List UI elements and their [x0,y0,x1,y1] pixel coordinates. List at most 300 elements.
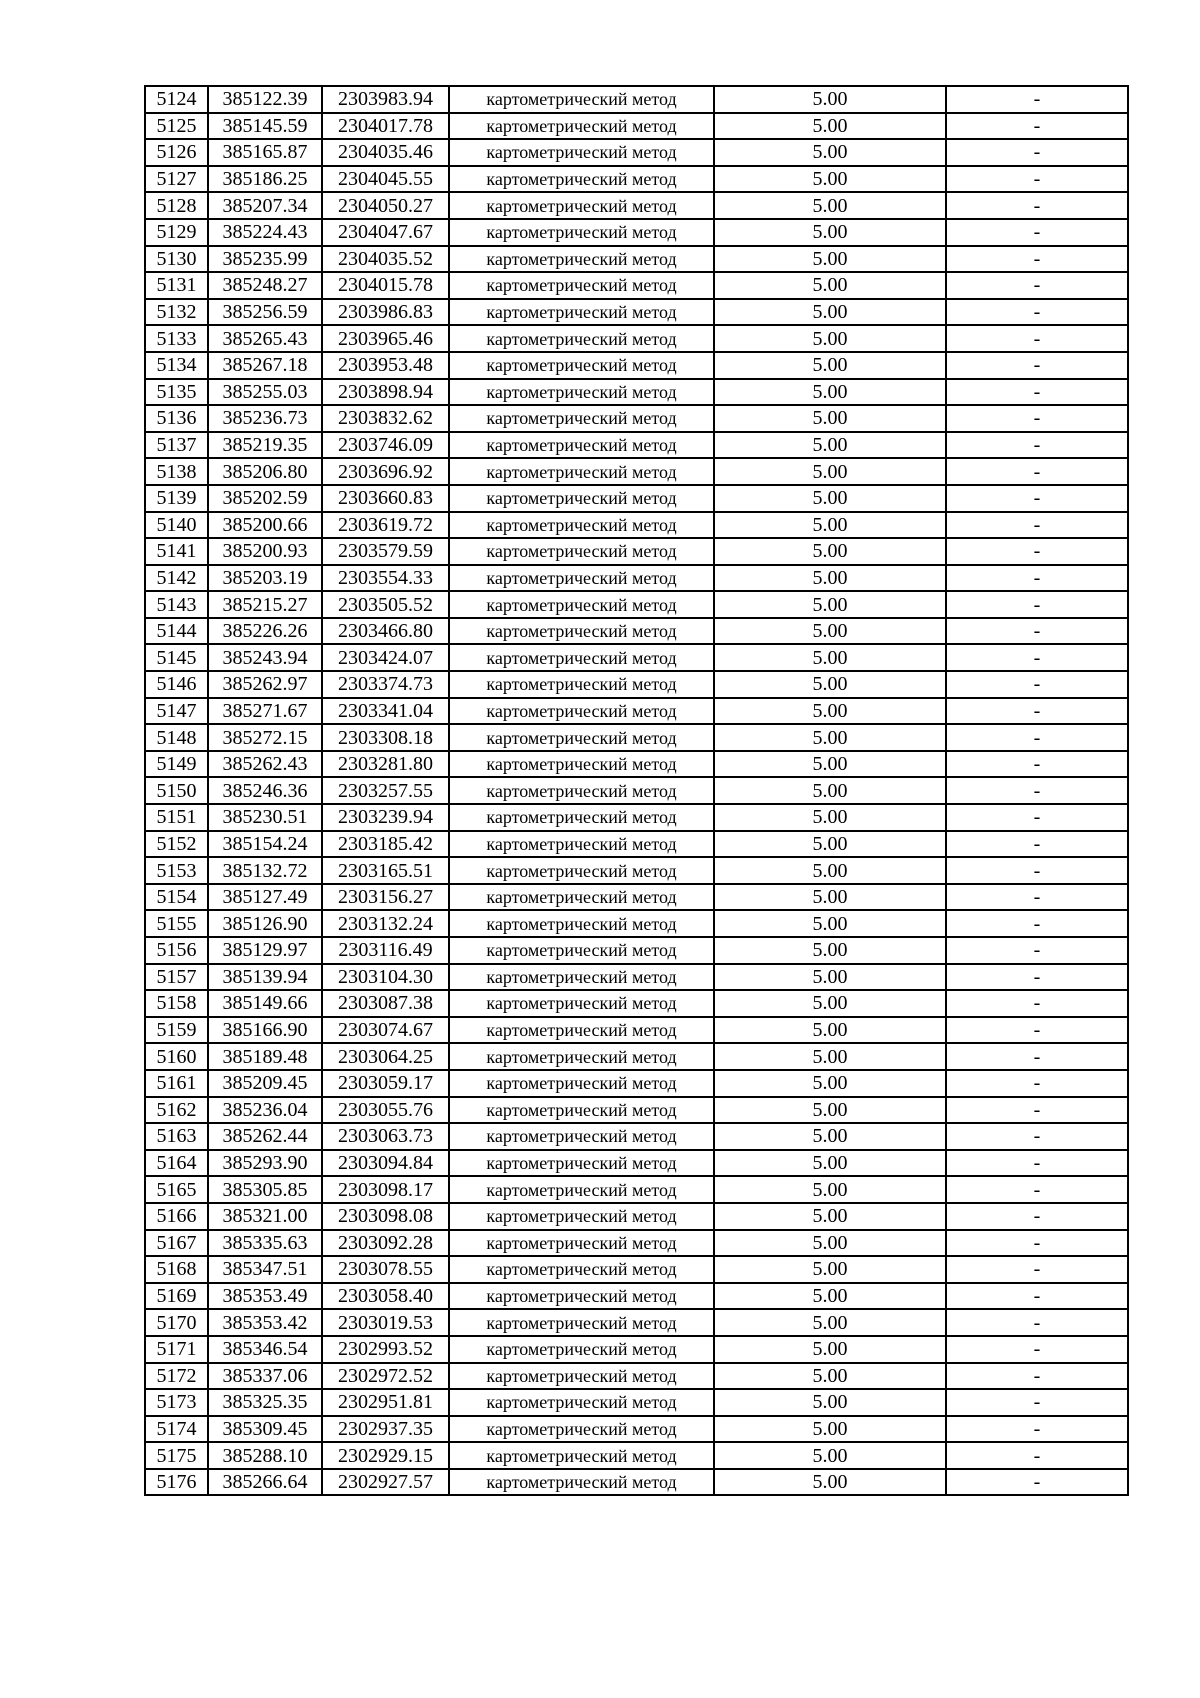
y-coordinate-cell: 2304015.78 [322,272,449,299]
table-row [145,937,1128,964]
x-coordinate-cell: 385202.59 [208,485,322,512]
point-number-cell: 5146 [145,671,208,698]
point-number-cell: 5169 [145,1283,208,1310]
accuracy-cell: 5.00 [714,1230,946,1257]
accuracy-cell: 5.00 [714,113,946,140]
method-cell: картометрический метод [449,166,714,193]
method-cell: картометрический метод [449,113,714,140]
y-coordinate-cell: 2303156.27 [322,884,449,911]
method-cell: картометрический метод [449,618,714,645]
description-cell: - [946,565,1128,592]
method-cell: картометрический метод [449,1176,714,1203]
y-coordinate-cell: 2303983.94 [322,86,449,113]
y-coordinate-cell: 2303098.08 [322,1203,449,1230]
method-cell: картометрический метод [449,857,714,884]
accuracy-cell: 5.00 [714,458,946,485]
x-coordinate-cell: 385347.51 [208,1256,322,1283]
y-coordinate-cell: 2303341.04 [322,698,449,725]
accuracy-cell: 5.00 [714,698,946,725]
table-row [145,192,1128,219]
coordinates-table-body [145,86,1128,1495]
description-cell: - [946,325,1128,352]
point-number-cell: 5172 [145,1363,208,1390]
accuracy-cell: 5.00 [714,1442,946,1469]
accuracy-cell: 5.00 [714,751,946,778]
y-coordinate-cell: 2303257.55 [322,777,449,804]
y-coordinate-cell: 2303660.83 [322,485,449,512]
method-cell: картометрический метод [449,379,714,406]
table-row [145,325,1128,352]
y-coordinate-cell: 2303074.67 [322,1017,449,1044]
x-coordinate-cell: 385122.39 [208,86,322,113]
method-cell: картометрический метод [449,671,714,698]
method-cell: картометрический метод [449,219,714,246]
method-cell: картометрический метод [449,1442,714,1469]
accuracy-cell: 5.00 [714,671,946,698]
method-cell: картометрический метод [449,538,714,565]
method-cell: картометрический метод [449,1309,714,1336]
method-cell: картометрический метод [449,1017,714,1044]
method-cell: картометрический метод [449,937,714,964]
method-cell: картометрический метод [449,299,714,326]
description-cell: - [946,804,1128,831]
accuracy-cell: 5.00 [714,777,946,804]
description-cell: - [946,113,1128,140]
point-number-cell: 5168 [145,1256,208,1283]
table-row [145,1230,1128,1257]
point-number-cell: 5171 [145,1336,208,1363]
description-cell: - [946,1309,1128,1336]
description-cell: - [946,1123,1128,1150]
point-number-cell: 5157 [145,964,208,991]
point-number-cell: 5130 [145,246,208,273]
description-cell: - [946,1203,1128,1230]
accuracy-cell: 5.00 [714,937,946,964]
x-coordinate-cell: 385224.43 [208,219,322,246]
x-coordinate-cell: 385288.10 [208,1442,322,1469]
point-number-cell: 5173 [145,1389,208,1416]
y-coordinate-cell: 2304035.52 [322,246,449,273]
y-coordinate-cell: 2303059.17 [322,1070,449,1097]
description-cell: - [946,432,1128,459]
x-coordinate-cell: 385166.90 [208,1017,322,1044]
description-cell: - [946,219,1128,246]
y-coordinate-cell: 2303746.09 [322,432,449,459]
point-number-cell: 5133 [145,325,208,352]
table-row [145,458,1128,485]
point-number-cell: 5134 [145,352,208,379]
description-cell: - [946,671,1128,698]
description-cell: - [946,884,1128,911]
description-cell: - [946,910,1128,937]
y-coordinate-cell: 2303898.94 [322,379,449,406]
accuracy-cell: 5.00 [714,272,946,299]
y-coordinate-cell: 2303078.55 [322,1256,449,1283]
method-cell: картометрический метод [449,86,714,113]
method-cell: картометрический метод [449,1336,714,1363]
y-coordinate-cell: 2303058.40 [322,1283,449,1310]
description-cell: - [946,964,1128,991]
point-number-cell: 5164 [145,1150,208,1177]
point-number-cell: 5163 [145,1123,208,1150]
x-coordinate-cell: 385267.18 [208,352,322,379]
x-coordinate-cell: 385293.90 [208,1150,322,1177]
description-cell: - [946,777,1128,804]
accuracy-cell: 5.00 [714,432,946,459]
table-row [145,910,1128,937]
method-cell: картометрический метод [449,644,714,671]
x-coordinate-cell: 385203.19 [208,565,322,592]
point-number-cell: 5143 [145,591,208,618]
x-coordinate-cell: 385272.15 [208,724,322,751]
y-coordinate-cell: 2303098.17 [322,1176,449,1203]
table-row [145,751,1128,778]
description-cell: - [946,1230,1128,1257]
y-coordinate-cell: 2303116.49 [322,937,449,964]
method-cell: картометрический метод [449,325,714,352]
x-coordinate-cell: 385305.85 [208,1176,322,1203]
point-number-cell: 5128 [145,192,208,219]
point-number-cell: 5137 [145,432,208,459]
point-number-cell: 5158 [145,990,208,1017]
point-number-cell: 5125 [145,113,208,140]
description-cell: - [946,379,1128,406]
method-cell: картометрический метод [449,1123,714,1150]
accuracy-cell: 5.00 [714,299,946,326]
point-number-cell: 5141 [145,538,208,565]
table-row [145,352,1128,379]
method-cell: картометрический метод [449,1230,714,1257]
x-coordinate-cell: 385154.24 [208,831,322,858]
method-cell: картометрический метод [449,910,714,937]
accuracy-cell: 5.00 [714,405,946,432]
y-coordinate-cell: 2303696.92 [322,458,449,485]
x-coordinate-cell: 385219.35 [208,432,322,459]
point-number-cell: 5136 [145,405,208,432]
table-row [145,1416,1128,1443]
y-coordinate-cell: 2303281.80 [322,751,449,778]
description-cell: - [946,857,1128,884]
method-cell: картометрический метод [449,777,714,804]
table-row [145,219,1128,246]
x-coordinate-cell: 385186.25 [208,166,322,193]
y-coordinate-cell: 2303965.46 [322,325,449,352]
description-cell: - [946,1283,1128,1310]
table-row [145,964,1128,991]
table-row [145,272,1128,299]
accuracy-cell: 5.00 [714,831,946,858]
y-coordinate-cell: 2303424.07 [322,644,449,671]
method-cell: картометрический метод [449,1256,714,1283]
table-row [145,1442,1128,1469]
method-cell: картометрический метод [449,1097,714,1124]
table-row [145,1097,1128,1124]
point-number-cell: 5156 [145,937,208,964]
point-number-cell: 5153 [145,857,208,884]
table-row [145,671,1128,698]
x-coordinate-cell: 385265.43 [208,325,322,352]
table-row [145,1309,1128,1336]
description-cell: - [946,1043,1128,1070]
point-number-cell: 5124 [145,86,208,113]
description-cell: - [946,1363,1128,1390]
description-cell: - [946,591,1128,618]
y-coordinate-cell: 2303094.84 [322,1150,449,1177]
y-coordinate-cell: 2304045.55 [322,166,449,193]
y-coordinate-cell: 2303132.24 [322,910,449,937]
description-cell: - [946,86,1128,113]
y-coordinate-cell: 2302929.15 [322,1442,449,1469]
method-cell: картометрический метод [449,1283,714,1310]
y-coordinate-cell: 2304047.67 [322,219,449,246]
point-number-cell: 5154 [145,884,208,911]
x-coordinate-cell: 385207.34 [208,192,322,219]
method-cell: картометрический метод [449,432,714,459]
y-coordinate-cell: 2303239.94 [322,804,449,831]
table-row [145,1363,1128,1390]
accuracy-cell: 5.00 [714,352,946,379]
x-coordinate-cell: 385189.48 [208,1043,322,1070]
y-coordinate-cell: 2302972.52 [322,1363,449,1390]
point-number-cell: 5165 [145,1176,208,1203]
accuracy-cell: 5.00 [714,1363,946,1390]
point-number-cell: 5162 [145,1097,208,1124]
x-coordinate-cell: 385139.94 [208,964,322,991]
x-coordinate-cell: 385236.04 [208,1097,322,1124]
accuracy-cell: 5.00 [714,379,946,406]
y-coordinate-cell: 2303466.80 [322,618,449,645]
description-cell: - [946,538,1128,565]
x-coordinate-cell: 385325.35 [208,1389,322,1416]
y-coordinate-cell: 2303185.42 [322,831,449,858]
method-cell: картометрический метод [449,1150,714,1177]
description-cell: - [946,644,1128,671]
y-coordinate-cell: 2303064.25 [322,1043,449,1070]
description-cell: - [946,272,1128,299]
description-cell: - [946,1469,1128,1496]
accuracy-cell: 5.00 [714,1469,946,1496]
method-cell: картометрический метод [449,405,714,432]
method-cell: картометрический метод [449,246,714,273]
x-coordinate-cell: 385236.73 [208,405,322,432]
point-number-cell: 5145 [145,644,208,671]
point-number-cell: 5167 [145,1230,208,1257]
x-coordinate-cell: 385126.90 [208,910,322,937]
table-row [145,1176,1128,1203]
accuracy-cell: 5.00 [714,910,946,937]
accuracy-cell: 5.00 [714,1176,946,1203]
description-cell: - [946,299,1128,326]
method-cell: картометрический метод [449,1043,714,1070]
x-coordinate-cell: 385321.00 [208,1203,322,1230]
point-number-cell: 5174 [145,1416,208,1443]
description-cell: - [946,990,1128,1017]
table-row [145,591,1128,618]
method-cell: картометрический метод [449,458,714,485]
x-coordinate-cell: 385256.59 [208,299,322,326]
y-coordinate-cell: 2303832.62 [322,405,449,432]
table-row [145,1389,1128,1416]
accuracy-cell: 5.00 [714,1336,946,1363]
accuracy-cell: 5.00 [714,644,946,671]
table-row [145,884,1128,911]
description-cell: - [946,698,1128,725]
point-number-cell: 5175 [145,1442,208,1469]
accuracy-cell: 5.00 [714,1043,946,1070]
y-coordinate-cell: 2303505.52 [322,591,449,618]
method-cell: картометрический метод [449,139,714,166]
y-coordinate-cell: 2303104.30 [322,964,449,991]
y-coordinate-cell: 2304050.27 [322,192,449,219]
accuracy-cell: 5.00 [714,219,946,246]
x-coordinate-cell: 385346.54 [208,1336,322,1363]
table-row [145,246,1128,273]
accuracy-cell: 5.00 [714,990,946,1017]
accuracy-cell: 5.00 [714,618,946,645]
x-coordinate-cell: 385209.45 [208,1070,322,1097]
table-row [145,565,1128,592]
method-cell: картометрический метод [449,1203,714,1230]
point-number-cell: 5161 [145,1070,208,1097]
table-row [145,485,1128,512]
table-row [145,113,1128,140]
point-number-cell: 5126 [145,139,208,166]
description-cell: - [946,1097,1128,1124]
y-coordinate-cell: 2304017.78 [322,113,449,140]
method-cell: картометрический метод [449,192,714,219]
point-number-cell: 5148 [145,724,208,751]
description-cell: - [946,831,1128,858]
x-coordinate-cell: 385235.99 [208,246,322,273]
point-number-cell: 5151 [145,804,208,831]
point-number-cell: 5131 [145,272,208,299]
x-coordinate-cell: 385129.97 [208,937,322,964]
description-cell: - [946,139,1128,166]
point-number-cell: 5155 [145,910,208,937]
point-number-cell: 5135 [145,379,208,406]
x-coordinate-cell: 385226.26 [208,618,322,645]
description-cell: - [946,1017,1128,1044]
accuracy-cell: 5.00 [714,1416,946,1443]
y-coordinate-cell: 2303165.51 [322,857,449,884]
description-cell: - [946,618,1128,645]
accuracy-cell: 5.00 [714,86,946,113]
method-cell: картометрический метод [449,1469,714,1496]
x-coordinate-cell: 385255.03 [208,379,322,406]
table-row [145,1256,1128,1283]
accuracy-cell: 5.00 [714,884,946,911]
method-cell: картометрический метод [449,964,714,991]
description-cell: - [946,166,1128,193]
method-cell: картометрический метод [449,724,714,751]
accuracy-cell: 5.00 [714,724,946,751]
method-cell: картометрический метод [449,565,714,592]
x-coordinate-cell: 385215.27 [208,591,322,618]
accuracy-cell: 5.00 [714,1203,946,1230]
x-coordinate-cell: 385337.06 [208,1363,322,1390]
accuracy-cell: 5.00 [714,1150,946,1177]
y-coordinate-cell: 2302951.81 [322,1389,449,1416]
description-cell: - [946,192,1128,219]
table-row [145,1043,1128,1070]
accuracy-cell: 5.00 [714,591,946,618]
method-cell: картометрический метод [449,512,714,539]
y-coordinate-cell: 2302927.57 [322,1469,449,1496]
table-row [145,724,1128,751]
accuracy-cell: 5.00 [714,246,946,273]
method-cell: картометрический метод [449,831,714,858]
y-coordinate-cell: 2303953.48 [322,352,449,379]
accuracy-cell: 5.00 [714,192,946,219]
description-cell: - [946,458,1128,485]
y-coordinate-cell: 2303986.83 [322,299,449,326]
table-row [145,1150,1128,1177]
description-cell: - [946,724,1128,751]
x-coordinate-cell: 385353.49 [208,1283,322,1310]
point-number-cell: 5138 [145,458,208,485]
table-row [145,299,1128,326]
point-number-cell: 5129 [145,219,208,246]
accuracy-cell: 5.00 [714,1309,946,1336]
accuracy-cell: 5.00 [714,139,946,166]
x-coordinate-cell: 385248.27 [208,272,322,299]
accuracy-cell: 5.00 [714,166,946,193]
point-number-cell: 5176 [145,1469,208,1496]
table-row [145,1469,1128,1496]
method-cell: картометрический метод [449,990,714,1017]
method-cell: картометрический метод [449,751,714,778]
table-row [145,1283,1128,1310]
x-coordinate-cell: 385246.36 [208,777,322,804]
point-number-cell: 5144 [145,618,208,645]
method-cell: картометрический метод [449,1363,714,1390]
description-cell: - [946,512,1128,539]
point-number-cell: 5127 [145,166,208,193]
table-row [145,166,1128,193]
description-cell: - [946,937,1128,964]
x-coordinate-cell: 385200.93 [208,538,322,565]
table-row [145,644,1128,671]
table-row [145,379,1128,406]
point-number-cell: 5147 [145,698,208,725]
y-coordinate-cell: 2303055.76 [322,1097,449,1124]
point-number-cell: 5159 [145,1017,208,1044]
description-cell: - [946,1416,1128,1443]
table-row [145,139,1128,166]
accuracy-cell: 5.00 [714,565,946,592]
table-row [145,1070,1128,1097]
x-coordinate-cell: 385132.72 [208,857,322,884]
point-number-cell: 5142 [145,565,208,592]
y-coordinate-cell: 2303554.33 [322,565,449,592]
table-row [145,1336,1128,1363]
method-cell: картометрический метод [449,884,714,911]
method-cell: картометрический метод [449,1389,714,1416]
description-cell: - [946,246,1128,273]
accuracy-cell: 5.00 [714,1283,946,1310]
table-row [145,777,1128,804]
x-coordinate-cell: 385243.94 [208,644,322,671]
accuracy-cell: 5.00 [714,1070,946,1097]
method-cell: картометрический метод [449,1416,714,1443]
x-coordinate-cell: 385353.42 [208,1309,322,1336]
point-number-cell: 5149 [145,751,208,778]
x-coordinate-cell: 385262.43 [208,751,322,778]
y-coordinate-cell: 2302993.52 [322,1336,449,1363]
description-cell: - [946,1176,1128,1203]
accuracy-cell: 5.00 [714,538,946,565]
x-coordinate-cell: 385230.51 [208,804,322,831]
